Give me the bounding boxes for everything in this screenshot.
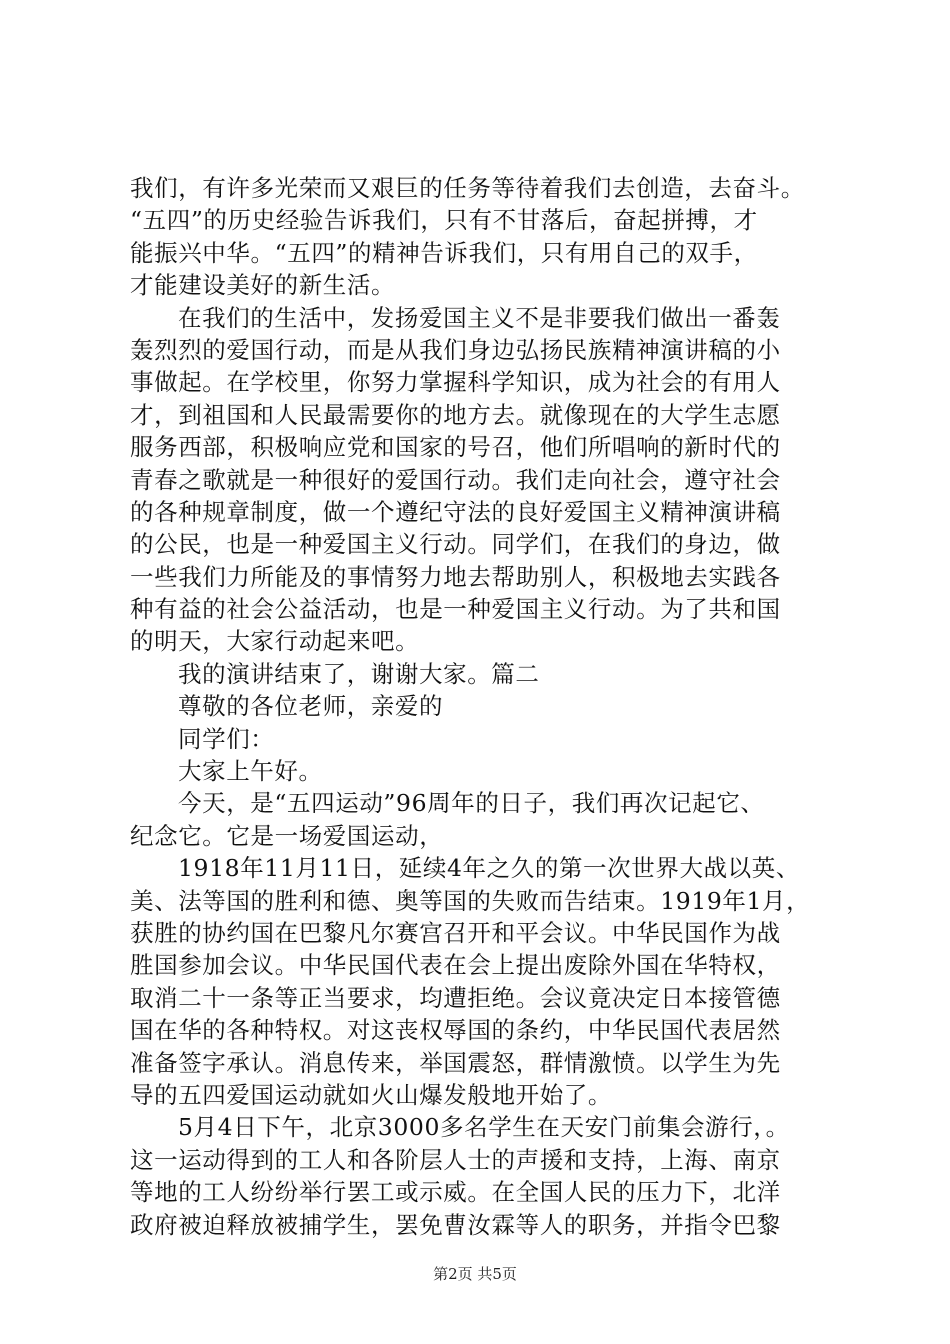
text-line: 在我们的生活中，发扬爱国主义不是非要我们做出一番轰 (178, 303, 781, 332)
text-line: 才，到祖国和人民最需要你的地方去。就像现在的大学生志愿 (130, 400, 781, 429)
text-line: 服务西部，积极响应党和国家的号召，他们所唱响的新时代的 (130, 433, 781, 462)
text-line: 的明天，大家行动起来吧。 (130, 627, 420, 656)
text-line: 国在华的各种特权。对这丧权辱国的条约，中华民国代表居然 (130, 1016, 781, 1045)
text-line: 今天，是“五四运动”96周年的日子，我们再次记起它、 (178, 789, 765, 818)
text-line: 能振兴中华。“五四”的精神告诉我们，只有用自己的双手， (130, 238, 758, 267)
text-line: 同学们： (178, 724, 275, 753)
text-line: 5月4日下午，北京3000多名学生在天安门前集会游行，。 (178, 1113, 790, 1142)
text-line: 政府被迫释放被捕学生，罢免曹汝霖等人的职务，并指令巴黎 (130, 1210, 781, 1239)
text-line: 一些我们力所能及的事情努力地去帮助别人，积极地去实践各 (130, 562, 781, 591)
text-line: 才能建设美好的新生活。 (130, 271, 396, 300)
text-line: 事做起。在学校里，你努力掌握科学知识，成为社会的有用人 (130, 368, 781, 397)
text-line: 的各种规章制度，做一个遵纪守法的良好爱国主义精神演讲稿 (130, 497, 781, 526)
text-line: 胜国参加会议。中华民国代表在会上提出废除外国在华特权， (130, 951, 781, 980)
text-line: 轰烈烈的爱国行动，而是从我们身边弘扬民族精神演讲稿的小 (130, 335, 781, 364)
text-line: 大家上午好。 (178, 757, 323, 786)
text-line: 我的演讲结束了，谢谢大家。篇二 (178, 659, 540, 688)
text-line: 我们，有许多光荣而又艰巨的任务等待着我们去创造，去奋斗。 (130, 174, 805, 202)
text-line: 种有益的社会公益活动，也是一种爱国主义行动。为了共和国 (130, 595, 781, 624)
text-line: 等地的工人纷纷举行罢工或示威。在全国人民的压力下，北洋 (130, 1178, 781, 1207)
text-line: 美、法等国的胜利和德、奥等国的失败而告结束。1919年1月， (130, 886, 811, 915)
text-line: “五四”的历史经验告诉我们，只有不甘落后，奋起拼搏，才 (130, 206, 758, 235)
text-line: 青春之歌就是一种很好的爱国行动。我们走向社会，遵守社会 (130, 465, 781, 494)
text-line: 纪念它。它是一场爱国运动， (130, 821, 444, 850)
text-line: 1918年11月11日，延续4年之久的第一次世界大战以英、 (178, 854, 800, 883)
text-line: 准备签字承认。消息传来，举国震怒，群情激愤。以学生为先 (130, 1048, 781, 1077)
text-line: 导的五四爱国运动就如火山爆发般地开始了。 (130, 1080, 612, 1109)
text-line: 取消二十一条等正当要求，均遭拒绝。会议竟决定日本接管德 (130, 983, 781, 1012)
text-line: 这一运动得到的工人和各阶层人士的声援和支持，上海、南京 (130, 1145, 781, 1174)
page-footer: 第2页 共5页 (433, 1265, 517, 1283)
text-line: 的公民，也是一种爱国主义行动。同学们，在我们的身边，做 (130, 530, 781, 559)
body-text (130, 172, 835, 1241)
text-line: 获胜的协约国在巴黎凡尔赛宫召开和平会议。中华民国作为战 (130, 918, 781, 947)
text-line: 尊敬的各位老师，亲爱的 (178, 692, 444, 721)
